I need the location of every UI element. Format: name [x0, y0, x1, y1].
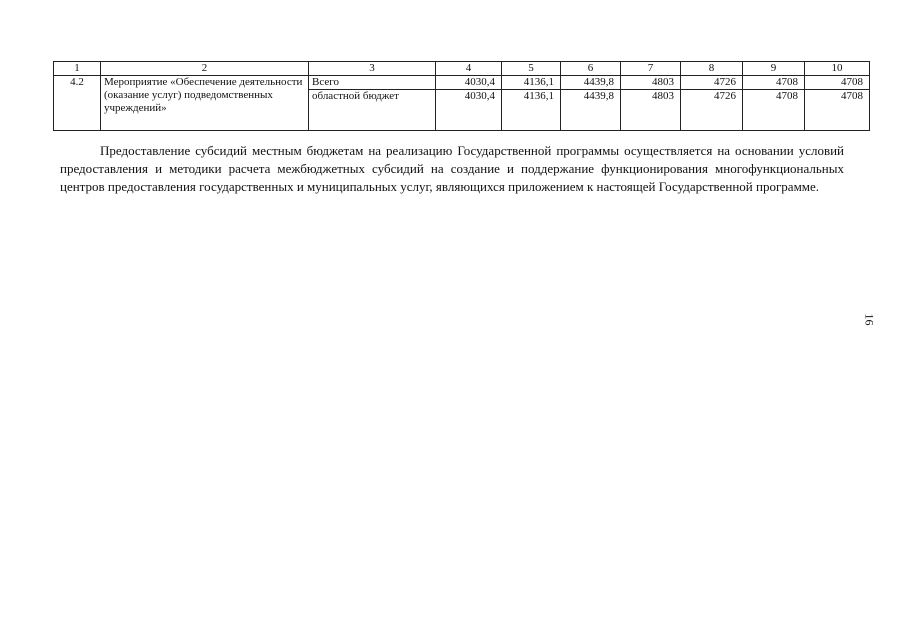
value-cell: 4439,8	[561, 76, 621, 90]
value-cell: 4136,1	[502, 76, 561, 90]
body-paragraph: Предоставление субсидий местным бюджетам на реализацию Государственной программы осуществляется на основании условий предоставления и методики расчета межбюджетных субсидий на создание и поддержание функционирования многофункциональных центров предоставления государственных и муниципальных услуг, являющихся приложением к настоящей Государственной программе.	[60, 143, 844, 194]
value-cell: 4708	[743, 76, 805, 90]
row-code: 4.2	[54, 76, 101, 131]
row-source: Всего	[309, 76, 436, 90]
header-row	[54, 62, 870, 76]
col-header-4: 4	[436, 62, 502, 76]
col-header-1: 1	[54, 62, 101, 76]
financing-table	[53, 61, 870, 131]
row-name: Мероприятие «Обеспечение деятельности (оказание услуг) подведомственных учреждений»	[101, 76, 309, 131]
col-header-2: 2	[101, 62, 309, 76]
col-header-7: 7	[621, 62, 681, 76]
value-cell: 4708	[805, 76, 870, 90]
col-header-9: 9	[743, 62, 805, 76]
value-cell: 4136,1	[502, 90, 561, 131]
value-cell: 4708	[805, 90, 870, 131]
value-cell: 4030,4	[436, 90, 502, 131]
value-cell: 4803	[621, 76, 681, 90]
row-source: областной бюджет	[309, 90, 436, 131]
value-cell: 4726	[681, 90, 743, 131]
value-cell: 4030,4	[436, 76, 502, 90]
col-header-5: 5	[502, 62, 561, 76]
table-row	[54, 76, 870, 90]
value-cell: 4439,8	[561, 90, 621, 131]
col-header-10: 10	[805, 62, 870, 76]
page-number: 16	[862, 313, 877, 326]
value-cell: 4708	[743, 90, 805, 131]
value-cell: 4803	[621, 90, 681, 131]
col-header-3: 3	[309, 62, 436, 76]
value-cell: 4726	[681, 76, 743, 90]
col-header-8: 8	[681, 62, 743, 76]
col-header-6: 6	[561, 62, 621, 76]
